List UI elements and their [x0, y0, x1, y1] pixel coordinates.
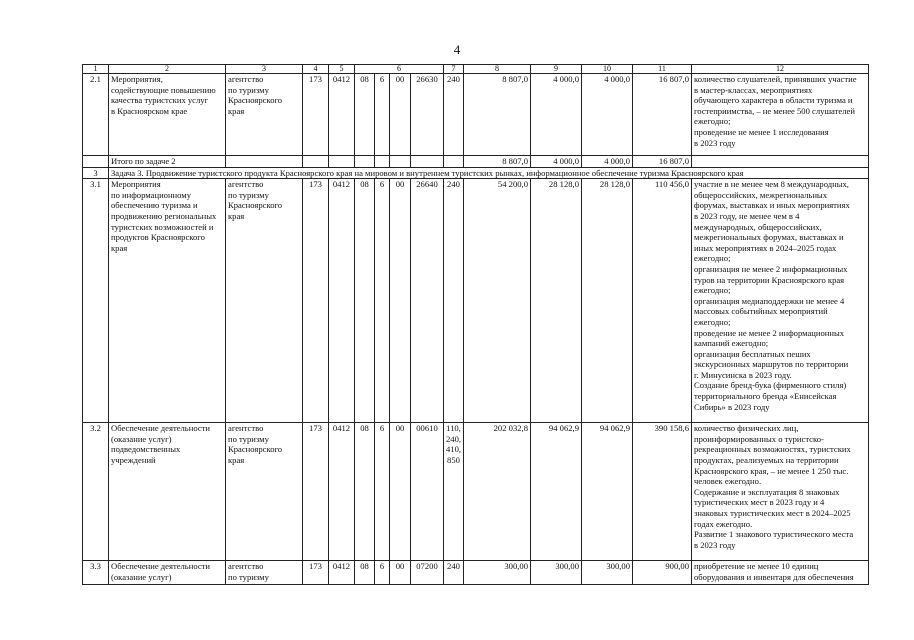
row-number: 3.2 — [83, 423, 109, 561]
activity-name: Обеспечение деятельности (оказание услуг) — [109, 561, 226, 585]
csr-code: 26640 — [411, 179, 444, 423]
amount-2024: 300,00 — [531, 561, 582, 585]
expected-result: количество физических лиц, проинформированных о туристско- рекреационных возможностях, туристских продуктах, реализуемых на территории Красноярского края, – не менее 1 250 тыс. человек ежегодно. Содержание и эксплуатация 8 знаковых туристических мест в 2023 году и 4 знаковых туристических мест в 2024–2025 годах ежегодно. Развитие 1 знакового туристического места в 2023 году — [692, 423, 869, 561]
subtotal-2023: 8 807,0 — [464, 156, 531, 168]
amount-total: 110 456,0 — [633, 179, 692, 423]
csr-code: 00 — [390, 179, 411, 423]
csr-code: 6 — [375, 74, 390, 156]
agency: агентство по туризму Красноярского края — [226, 179, 303, 423]
table-row — [83, 179, 869, 423]
vr-code: 110, 240, 410, 850 — [444, 423, 464, 561]
table-row — [83, 74, 869, 156]
grbs-code: 173 — [303, 74, 329, 156]
agency: агентство по туризму Красноярского края — [226, 74, 303, 156]
grbs-code: 173 — [303, 179, 329, 423]
header-cell: 11 — [633, 65, 692, 74]
csr-code: 00 — [390, 561, 411, 585]
amount-2023: 54 200,0 — [464, 179, 531, 423]
program-table — [82, 64, 869, 585]
csr-code: 26630 — [411, 74, 444, 156]
csr-code: 00 — [390, 423, 411, 561]
amount-2023: 300,00 — [464, 561, 531, 585]
grbs-code: 173 — [303, 423, 329, 561]
amount-2024: 4 000,0 — [531, 74, 582, 156]
vr-code: 240 — [444, 74, 464, 156]
vr-code: 240 — [444, 179, 464, 423]
header-cell: 5 — [329, 65, 355, 74]
amount-2024: 28 128,0 — [531, 179, 582, 423]
amount-total: 390 158,6 — [633, 423, 692, 561]
task-number: 3 — [83, 167, 109, 179]
amount-2024: 94 062,9 — [531, 423, 582, 561]
row-number: 3.3 — [83, 561, 109, 585]
rzpr-code: 0412 — [329, 561, 355, 585]
subtotal-2024: 4 000,0 — [531, 156, 582, 168]
page-number: 4 — [453, 42, 461, 57]
rzpr-code: 0412 — [329, 74, 355, 156]
task-row — [83, 167, 869, 179]
rzpr-code: 0412 — [329, 423, 355, 561]
header-cell: 3 — [226, 65, 303, 74]
subtotal-total: 16 807,0 — [633, 156, 692, 168]
amount-2025: 94 062,9 — [582, 423, 633, 561]
header-cell: 2 — [109, 65, 226, 74]
csr-code: 08 — [355, 423, 375, 561]
csr-code: 6 — [375, 423, 390, 561]
csr-code: 00610 — [411, 423, 444, 561]
header-cell: 8 — [464, 65, 531, 74]
agency: агентство по туризму — [226, 561, 303, 585]
header-cell: 10 — [582, 65, 633, 74]
header-row — [83, 65, 869, 74]
header-cell: 7 — [444, 65, 464, 74]
activity-name: Мероприятия, содействующие повышению качества туристских услуг в Красноярском крае — [109, 74, 226, 156]
amount-total: 16 807,0 — [633, 74, 692, 156]
header-cell: 1 — [83, 65, 109, 74]
amount-2023: 8 807,0 — [464, 74, 531, 156]
row-number: 3.1 — [83, 179, 109, 423]
grbs-code: 173 — [303, 561, 329, 585]
amount-total: 900,00 — [633, 561, 692, 585]
csr-code: 08 — [355, 74, 375, 156]
activity-name: Мероприятия по информационному обеспечению туризма и продвижению региональных туристских возможностей и продуктов Красноярского края — [109, 179, 226, 423]
subtotal-2025: 4 000,0 — [582, 156, 633, 168]
header-cell: 12 — [692, 65, 869, 74]
vr-code: 240 — [444, 561, 464, 585]
csr-code: 6 — [375, 179, 390, 423]
csr-code: 07200 — [411, 561, 444, 585]
table-row — [83, 423, 869, 561]
expected-result: участие в не менее чем 8 международных, общероссийских, межрегиональных форумах, выставках и иных мероприятиях в 2023 году, не менее чем в 4 международных, общероссийских, межрегиональных форумах, выставках и иных мероприятиях в 2024–2025 годах ежегодно; организация не менее 2 информационных туров на территории Красноярского края ежегодно; организация медиаподдержки не менее 4 массовых событийных мероприятий ежегодно; проведение не менее 2 информационных кампаний ежегодно; организация бесплатных пеших экскурсионных маршрутов по территории г. Минусинска в 2023 году. Создание бренд-бука (фирменного стиля) территориального бренда «Енисейская Сибирь» в 2023 году — [692, 179, 869, 423]
amount-2025: 300,00 — [582, 561, 633, 585]
amount-2025: 28 128,0 — [582, 179, 633, 423]
header-cell: 4 — [303, 65, 329, 74]
csr-code: 08 — [355, 179, 375, 423]
csr-code: 6 — [375, 561, 390, 585]
expected-result: приобретение не менее 10 единиц оборудования и инвентаря для обеспечения — [692, 561, 869, 585]
header-cell: 9 — [531, 65, 582, 74]
amount-2025: 4 000,0 — [582, 74, 633, 156]
expected-result: количество слушателей, принявших участие в мастер-классах, мероприятиях обучающего характера в области туризма и гостеприимства, – не менее 500 слушателей ежегодно; проведение не менее 1 исследования в 2023 году — [692, 74, 869, 156]
csr-code: 08 — [355, 561, 375, 585]
activity-name: Обеспечение деятельности (оказание услуг) подведомственных учреждений — [109, 423, 226, 561]
csr-code: 00 — [390, 74, 411, 156]
agency: агентство по туризму Красноярского края — [226, 423, 303, 561]
subtotal-label: Итого по задаче 2 — [109, 156, 226, 168]
task-title: Задача 3. Продвижение туристского продукта Красноярского края на мировом и внутреннем туристских рынках, информационное обеспечение туризма Красноярского края — [109, 167, 869, 179]
amount-2023: 202 032,8 — [464, 423, 531, 561]
table-row — [83, 561, 869, 585]
rzpr-code: 0412 — [329, 179, 355, 423]
header-cell: 6 — [355, 65, 444, 74]
row-number: 2.1 — [83, 74, 109, 156]
subtotal-row — [83, 156, 869, 168]
